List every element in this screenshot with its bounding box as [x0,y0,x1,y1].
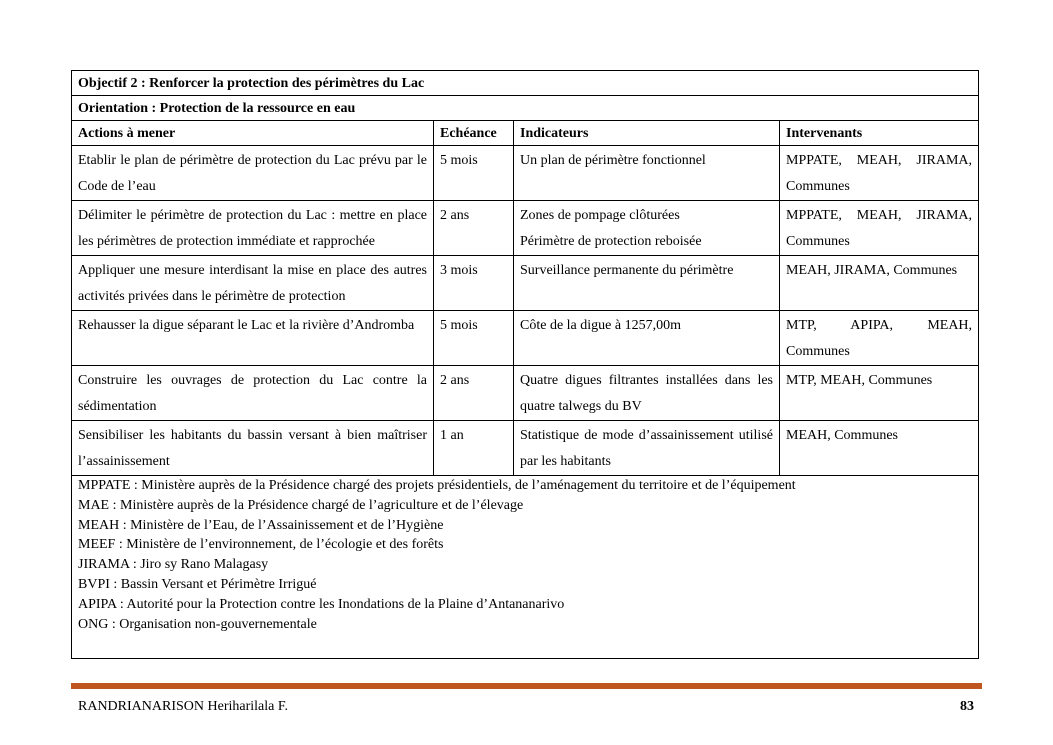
action-cell: Etablir le plan de périmètre de protection du Lac prévu par le Code de l’eau [72,146,434,201]
action-plan-table [71,70,979,659]
orientation-row [72,96,979,121]
intervenants-cell: MEAH, Communes [780,421,979,476]
table-row [72,311,979,366]
legend-item: APIPA : Autorité pour la Protection contre les Inondations de la Plaine d’Antananarivo [78,596,565,612]
echeance-cell: 5 mois [434,146,514,201]
table-row [72,366,979,421]
indicateurs-cell [514,146,780,201]
header-intervenants: Intervenants [780,121,979,146]
indicator-line: Un plan de périmètre fonctionnel [520,153,706,168]
legend-row [72,476,979,659]
table-row [72,201,979,256]
indicator-line: Côte de la digue à 1257,00m [520,318,681,333]
page-number: 83 [960,699,974,714]
action-cell: Délimiter le périmètre de protection du Lac : mettre en place les périmètres de protection immédiate et rapprochée [72,201,434,256]
indicateurs-cell [514,311,780,366]
intervenants-cell: MPPATE, MEAH, JIRAMA, Communes [780,146,979,201]
action-cell: Appliquer une mesure interdisant la mise en place des autres activités privées dans le périmètre de protection [72,256,434,311]
header-indicateurs: Indicateurs [514,121,780,146]
indicateurs-cell [514,256,780,311]
table-row [72,421,979,476]
echeance-cell: 2 ans [434,201,514,256]
indicateurs-cell [514,201,780,256]
table-row [72,146,979,201]
echeance-cell: 1 an [434,421,514,476]
indicator-line: Quatre digues filtrantes installées dans les quatre talwegs du BV [520,373,773,414]
footer-author: RANDRIANARISON Heriharilala F. [78,699,289,714]
echeance-cell: 3 mois [434,256,514,311]
indicator-line: Zones de pompage clôturées [520,208,680,223]
header-echeance: Echéance [434,121,514,146]
abbreviations-legend [72,476,979,659]
objective-title: Objectif 2 : Renforcer la protection des périmètres du Lac [72,71,979,96]
intervenants-cell: MTP, MEAH, Communes [780,366,979,421]
header-row [72,121,979,146]
indicateurs-cell [514,421,780,476]
legend-item: ONG : Organisation non-gouvernementale [78,616,317,632]
legend-item: MAE : Ministère auprès de la Présidence chargé de l’agriculture et de l’élevage [78,497,524,513]
legend-item: BVPI : Bassin Versant et Périmètre Irrigué [78,576,317,592]
indicator-line: Surveillance permanente du périmètre [520,263,734,278]
echeance-cell: 2 ans [434,366,514,421]
intervenants-cell: MTP, APIPA, MEAH, Communes [780,311,979,366]
legend-item: MEEF : Ministère de l’environnement, de l’écologie et des forêts [78,537,444,553]
action-cell: Construire les ouvrages de protection du Lac contre la sédimentation [72,366,434,421]
indicateurs-cell [514,366,780,421]
legend-item: MEAH : Ministère de l’Eau, de l’Assainissement et de l’Hygiène [78,517,444,533]
intervenants-cell: MPPATE, MEAH, JIRAMA, Communes [780,201,979,256]
objective-row [72,71,979,96]
intervenants-cell: MEAH, JIRAMA, Communes [780,256,979,311]
echeance-cell: 5 mois [434,311,514,366]
legend-item: JIRAMA : Jiro sy Rano Malagasy [78,557,269,573]
table-row [72,256,979,311]
action-cell: Rehausser la digue séparant le Lac et la rivière d’Andromba [72,311,434,366]
header-actions: Actions à mener [72,121,434,146]
footer-divider [71,683,982,689]
orientation-title: Orientation : Protection de la ressource en eau [72,96,979,121]
legend-item: MPPATE : Ministère auprès de la Présidence chargé des projets présidentiels, de l’aménagement du territoire et de l’équipement [78,478,796,493]
action-cell: Sensibiliser les habitants du bassin versant à bien maîtriser l’assainissement [72,421,434,476]
indicator-line: Statistique de mode d’assainissement utilisé par les habitants [520,428,773,469]
indicator-line: Périmètre de protection reboisée [520,234,702,249]
